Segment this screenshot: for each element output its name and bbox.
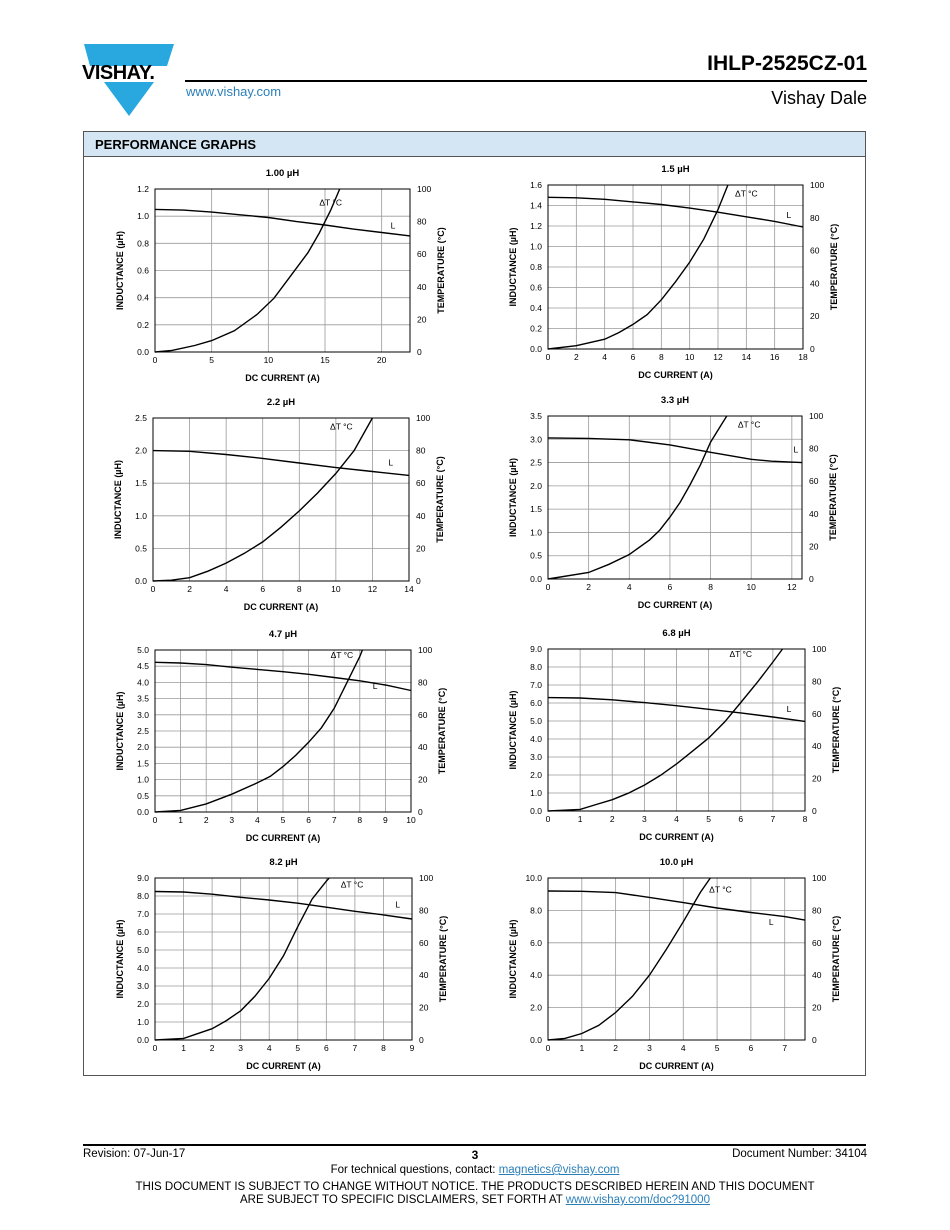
x-tick-label: 8 [296,584,302,594]
y-tick-label: 9.0 [530,644,542,654]
x-axis-label: DC CURRENT (A) [637,600,713,610]
chart-title: 8.2 µH [269,857,298,868]
chart-title: 3.3 µH [660,395,690,406]
x-tick-label: 5 [209,355,215,365]
curve-label: ΔT °C [735,188,758,199]
curve-label: L [786,704,792,714]
chart-7 [115,857,448,1071]
chart-title: 1.00 µH [265,168,300,179]
y-tick-label: 5.0 [137,645,149,655]
x-tick-label: 4 [602,352,608,362]
inductance-line [548,197,803,227]
y2-tick-label: 40 [812,970,822,981]
y2-tick-label: 100 [416,413,431,423]
x-tick-label: 4 [680,1043,686,1053]
y2-tick-label: 80 [809,443,819,454]
disclaimer-line-1: THIS DOCUMENT IS SUBJECT TO CHANGE WITHOUT NOTICE. THE PRODUCTS DESCRIBED HEREIN AND THIS DOCUMENT [135,1181,815,1193]
contact-email-link[interactable]: magnetics@vishay.com [498,1164,620,1176]
x-tick-label: 0 [545,352,551,362]
y2-tick-label: 20 [416,543,426,554]
x-tick-label: 15 [320,355,330,365]
x-tick-label: 18 [798,352,808,362]
temperature-rise-line [548,878,710,1040]
y-axis-label: INDUCTANCE (µH) [508,690,518,770]
y-tick-label: 4.0 [137,677,149,688]
x-tick-label: 1 [577,814,583,824]
y2-tick-label: 100 [812,644,827,654]
y2-tick-label: 80 [416,445,426,456]
x-tick-label: 0 [152,355,158,365]
y-tick-label: 0.5 [135,543,147,554]
y-axis-label: INDUCTANCE (µH) [115,230,125,311]
x-tick-label: 6 [306,815,311,825]
x-tick-label: 14 [741,352,752,362]
y2-tick-label: 60 [417,249,427,260]
temperature-rise-line [548,649,783,811]
brand-wordmark: VISHAY. [82,62,155,84]
y-tick-label: 0.0 [137,1035,149,1045]
y2-tick-label: 60 [419,937,429,948]
y2-tick-label: 40 [418,742,428,753]
plot-frame [548,416,802,579]
x-tick-label: 1 [579,1043,585,1053]
x-tick-label: 2 [203,815,209,825]
x-tick-label: 12 [713,352,723,362]
y2-tick-label: 100 [812,873,827,883]
y-tick-label: 8.0 [137,891,149,901]
y-tick-label: 0.2 [137,319,149,330]
y-tick-label: 5.0 [530,716,542,726]
curve-label: L [793,444,799,455]
y-axis-label: INDUCTANCE (µH) [115,691,125,771]
x-axis-label: DC CURRENT (A) [243,602,319,612]
y-tick-label: 8.0 [530,905,542,916]
chart-title: 2.2 µH [266,397,296,408]
y2-axis-label: TEMPERATURE (°C) [438,915,448,1003]
x-tick-label: 12 [367,584,378,594]
x-tick-label: 2 [613,1043,618,1053]
x-tick-label: 7 [770,814,776,824]
y2-axis-label: TEMPERATURE (°C) [829,223,839,311]
x-tick-label: 10 [331,584,341,594]
y2-tick-label: 80 [419,905,429,916]
y-tick-label: 0.5 [137,790,149,801]
x-tick-label: 14 [404,584,414,594]
y2-tick-label: 100 [810,180,825,190]
disclaimer-prefix: ARE SUBJECT TO SPECIFIC DISCLAIMERS, SET FORTH AT [240,1194,566,1206]
y2-tick-label: 40 [809,508,819,519]
footer-rule [83,1144,866,1146]
curve-label: L [395,899,401,910]
x-tick-label: 9 [383,815,388,825]
page-number: 3 [471,1148,479,1162]
y-tick-label: 0.2 [530,323,542,334]
curve-label: ΔT °C [729,649,753,660]
y-tick-label: 1.0 [135,510,147,521]
y-tick-label: 0.0 [135,576,147,586]
y-axis-label: INDUCTANCE (µH) [113,459,123,540]
y-tick-label: 2.0 [137,742,149,753]
curve-label: ΔT °C [737,419,761,430]
document-number: Document Number: 34104 [732,1148,867,1160]
y2-tick-label: 0 [812,806,817,816]
y2-tick-label: 40 [810,278,820,289]
y-tick-label: 0.5 [530,550,542,561]
curve-label: L [768,916,774,927]
y-tick-label: 9.0 [137,873,149,883]
x-tick-label: 1 [178,815,183,825]
x-tick-label: 2 [609,814,615,824]
curve-label: ΔT °C [319,197,342,208]
chart-5 [115,629,447,843]
y-tick-label: 1.5 [530,504,542,515]
x-tick-label: 5 [280,815,286,825]
y2-tick-label: 100 [417,184,432,194]
y-tick-label: 1.0 [530,527,542,538]
y2-tick-label: 20 [812,773,822,784]
y-tick-label: 8.0 [530,662,542,672]
y2-tick-label: 80 [812,676,822,687]
y-tick-label: 1.6 [530,180,542,190]
x-axis-label: DC CURRENT (A) [245,373,320,383]
x-tick-label: 0 [152,1043,158,1053]
x-tick-label: 6 [667,582,673,592]
disclaimer-line-2 [0,1194,950,1206]
chart-1 [115,168,446,383]
y-tick-label: 0.4 [530,303,542,313]
x-tick-label: 0 [545,1043,551,1053]
y2-tick-label: 100 [418,645,433,655]
x-tick-label: 10 [406,815,416,825]
y-axis-label: INDUCTANCE (µH) [508,227,518,307]
curve-label: ΔT °C [340,879,364,890]
y-tick-label: 2.0 [137,999,149,1009]
y2-tick-label: 60 [810,245,820,256]
y-tick-label: 0.6 [137,265,149,276]
y2-tick-label: 20 [419,1002,429,1013]
x-tick-label: 20 [376,355,387,365]
x-tick-label: 10 [263,355,274,365]
y2-tick-label: 0 [810,344,815,354]
inductance-line [548,438,802,463]
y-tick-label: 2.0 [530,480,542,491]
y2-axis-label: TEMPERATURE (°C) [828,454,838,541]
y2-tick-label: 40 [812,741,822,752]
x-axis-label: DC CURRENT (A) [638,370,713,380]
y2-tick-label: 80 [418,677,428,688]
x-tick-label: 0 [152,815,158,825]
x-tick-label: 8 [381,1043,386,1053]
y2-axis-label: TEMPERATURE (°C) [831,915,841,1003]
chart-8 [508,857,841,1071]
y-tick-label: 3.5 [530,411,542,421]
x-axis-label: DC CURRENT (A) [639,1061,714,1071]
y-axis-label: INDUCTANCE (µH) [508,919,518,999]
y2-tick-label: 100 [809,411,824,421]
y-tick-label: 2.0 [135,445,147,456]
y-tick-label: 4.0 [530,734,542,744]
inductance-line [153,451,409,476]
y-tick-label: 0.0 [530,574,542,584]
website-link[interactable]: www.vishay.com [186,84,282,99]
y-tick-label: 6.0 [530,698,542,708]
y-tick-label: 1.0 [530,788,542,798]
y-tick-label: 2.0 [530,1002,542,1013]
x-axis-label: DC CURRENT (A) [246,1061,321,1071]
y2-tick-label: 40 [419,970,429,981]
y-tick-label: 3.0 [137,981,149,991]
x-tick-label: 8 [708,582,713,592]
x-tick-label: 0 [545,582,551,592]
x-tick-label: 5 [706,814,711,824]
inductance-line [155,209,410,236]
y-tick-label: 0.8 [137,238,149,249]
y2-tick-label: 20 [812,1002,822,1013]
y-tick-label: 7.0 [530,680,542,690]
temperature-rise-line [155,878,329,1040]
chart-title: 4.7 µH [268,629,298,640]
x-tick-label: 6 [748,1043,754,1053]
x-axis-label: DC CURRENT (A) [639,832,714,842]
x-tick-label: 2 [209,1043,215,1053]
chart-4 [508,395,838,610]
y2-tick-label: 60 [812,937,822,948]
y-tick-label: 4.0 [530,970,542,981]
y2-axis-label: TEMPERATURE (°C) [831,686,841,774]
x-tick-label: 3 [238,1043,244,1053]
y-tick-label: 1.2 [530,221,542,231]
revision-date: Revision: 07-Jun-17 [83,1148,186,1160]
y2-tick-label: 80 [810,212,820,223]
y-axis-label: INDUCTANCE (µH) [115,919,125,999]
y2-tick-label: 60 [812,708,822,719]
plot-frame [153,418,409,581]
y2-tick-label: 60 [418,709,428,720]
y2-tick-label: 80 [417,216,427,227]
inductance-line [548,891,805,920]
section-title: PERFORMANCE GRAPHS [95,137,257,152]
y-tick-label: 0.4 [137,292,149,303]
y2-tick-label: 0 [809,574,814,584]
y2-tick-label: 0 [812,1035,817,1045]
x-tick-label: 5 [714,1043,720,1053]
x-tick-label: 12 [787,582,797,592]
y2-tick-label: 20 [417,314,427,325]
curve-label: L [390,220,396,231]
y2-tick-label: 60 [416,478,426,489]
chart-title: 1.5 µH [661,164,690,175]
y-tick-label: 6.0 [137,927,149,937]
curve-label: L [372,680,378,691]
x-tick-label: 4 [223,584,229,594]
x-axis-label: DC CURRENT (A) [245,833,321,843]
y-tick-label: 0.0 [530,806,542,816]
y-tick-label: 4.0 [137,963,149,973]
company-name: Vishay Dale [771,88,867,108]
x-tick-label: 2 [187,584,192,594]
y-tick-label: 4.5 [137,661,149,672]
y2-tick-label: 0 [418,807,423,817]
y2-tick-label: 0 [419,1035,424,1045]
plot-frame [548,878,805,1040]
chart-6 [508,628,841,842]
y2-tick-label: 40 [416,510,426,521]
x-tick-label: 6 [323,1043,329,1053]
x-tick-label: 4 [255,815,260,825]
curve-label: ΔT °C [330,650,354,661]
part-number: IHLP-2525CZ-01 [707,52,867,75]
x-tick-label: 3 [647,1043,652,1053]
y-tick-label: 1.0 [137,1017,149,1027]
y-tick-label: 0.0 [137,807,149,817]
curve-label: ΔT °C [709,884,732,895]
x-tick-label: 4 [266,1043,272,1053]
y-tick-label: 1.5 [135,478,147,489]
y-tick-label: 7.0 [137,909,149,919]
y-tick-label: 6.0 [530,937,542,948]
y2-tick-label: 80 [812,905,822,916]
y-tick-label: 3.0 [530,434,542,445]
y-tick-label: 0.0 [137,347,149,357]
y-tick-label: 2.5 [135,413,147,423]
curve-label: L [786,209,792,220]
curve-label: L [388,457,394,468]
y-tick-label: 1.4 [530,200,542,211]
x-tick-label: 6 [630,352,636,362]
y2-tick-label: 0 [416,576,421,586]
y2-tick-label: 20 [418,774,428,785]
x-tick-label: 8 [802,814,808,824]
x-tick-label: 7 [352,1043,358,1053]
x-tick-label: 9 [409,1043,415,1053]
x-tick-label: 8 [357,815,363,825]
contact-prefix: For technical questions, contact: [330,1164,499,1176]
y2-tick-label: 0 [417,347,422,357]
x-tick-label: 8 [658,352,664,362]
x-tick-label: 4 [626,582,632,592]
y-tick-label: 1.0 [137,774,149,785]
curve-label: ΔT °C [330,421,353,432]
y-tick-label: 1.2 [137,184,149,194]
chart-3 [113,397,445,612]
y-tick-label: 2.0 [530,770,542,780]
y2-axis-label: TEMPERATURE (°C) [436,227,446,314]
y2-tick-label: 100 [419,873,434,883]
x-tick-label: 1 [181,1043,186,1053]
y-axis-label: INDUCTANCE (µH) [508,457,518,538]
y-tick-label: 10.0 [525,873,542,883]
x-tick-label: 2 [573,352,579,362]
chart-title: 6.8 µH [662,628,691,639]
x-tick-label: 6 [260,584,266,594]
x-tick-label: 0 [545,814,551,824]
y-tick-label: 1.5 [137,758,149,769]
y2-tick-label: 20 [810,311,820,322]
x-tick-label: 0 [150,584,156,594]
x-tick-label: 7 [782,1043,788,1053]
y2-tick-label: 60 [809,476,819,487]
y-tick-label: 2.5 [530,457,542,468]
y2-axis-label: TEMPERATURE (°C) [437,687,447,775]
y2-tick-label: 40 [417,281,427,292]
x-tick-label: 4 [674,814,679,824]
y-tick-label: 0.6 [530,282,542,293]
x-tick-label: 10 [684,352,695,362]
x-tick-label: 10 [746,582,756,592]
y-tick-label: 3.0 [137,709,149,720]
y-tick-label: 5.0 [137,945,149,955]
y2-axis-label: TEMPERATURE (°C) [435,456,445,543]
x-tick-label: 16 [769,352,780,362]
x-tick-label: 6 [738,814,744,824]
y-tick-label: 0.0 [530,1035,542,1045]
y-tick-label: 0.0 [530,344,542,354]
chart-2 [508,164,839,380]
contact-line [0,1164,950,1176]
y-tick-label: 1.0 [530,241,542,252]
chart-title: 10.0 µH [659,857,694,868]
x-tick-label: 3 [229,815,235,825]
y-tick-label: 3.0 [530,752,542,762]
x-tick-label: 7 [331,815,337,825]
y-tick-label: 0.8 [530,262,542,272]
x-tick-label: 2 [586,582,592,592]
x-tick-label: 3 [642,814,647,824]
y2-tick-label: 20 [809,541,819,552]
y-tick-label: 3.5 [137,693,149,704]
disclaimer-link[interactable]: www.vishay.com/doc?91000 [565,1194,710,1206]
y-tick-label: 2.5 [137,726,149,736]
y-tick-label: 1.0 [137,211,149,222]
x-tick-label: 5 [295,1043,301,1053]
